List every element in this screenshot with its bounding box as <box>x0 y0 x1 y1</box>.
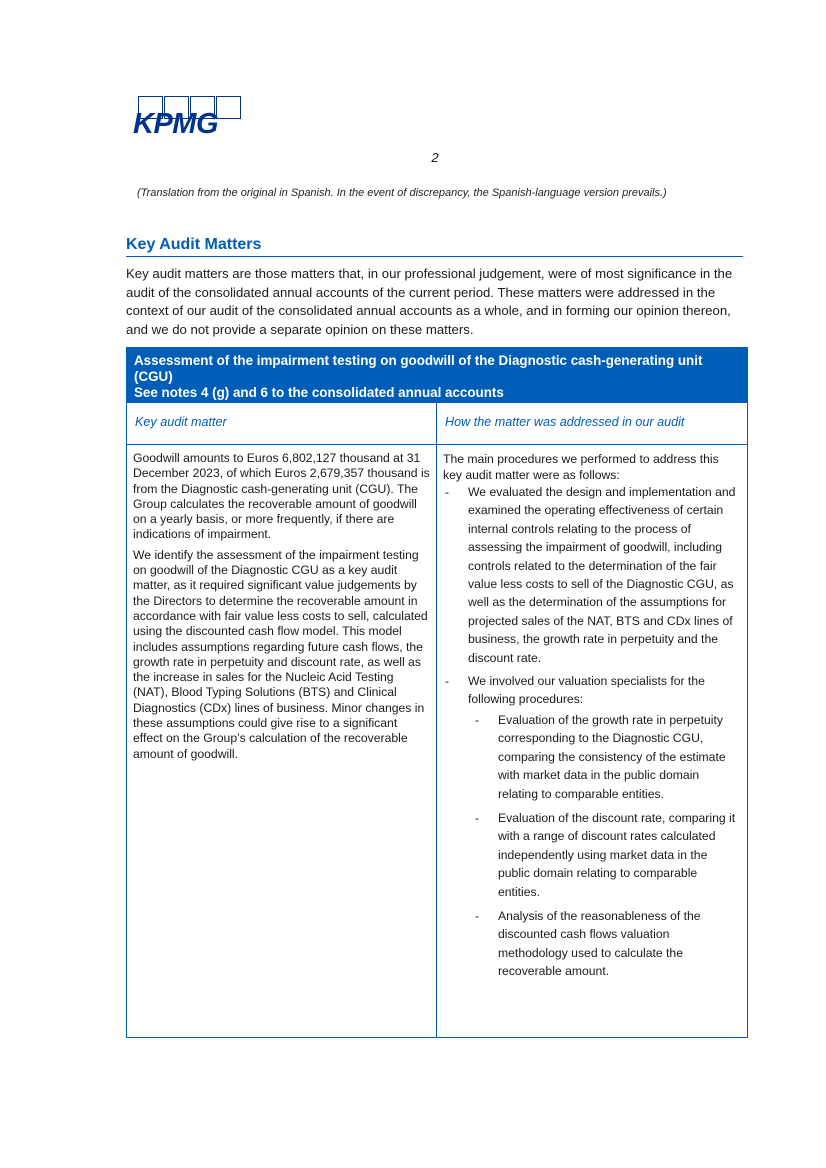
table-body-row <box>127 445 747 1037</box>
list-item-text: We involved our valuation specialists for the following procedures: <box>468 674 705 707</box>
section-heading <box>126 236 743 257</box>
list-item <box>443 483 741 667</box>
bullet-dash: - <box>445 485 450 499</box>
bullet-dash: - <box>475 810 480 825</box>
table-title-line1: Assessment of the impairment testing on goodwill of the Diagnostic cash-generating unit (CGU) <box>134 353 703 384</box>
key-audit-matter-table <box>126 347 748 1038</box>
page-number: 2 <box>431 150 439 165</box>
list-item <box>468 711 741 803</box>
section-heading-text: Key Audit Matters <box>126 236 265 253</box>
list-item <box>468 809 741 901</box>
key-audit-matter-cell <box>127 445 437 1037</box>
procedure-list <box>443 483 741 981</box>
bullet-dash: - <box>475 712 480 727</box>
kpmg-logo <box>133 96 243 140</box>
column-header-row <box>127 403 747 445</box>
bullet-dash: - <box>445 674 450 689</box>
kam-paragraph: We identify the assessment of the impairment testing on goodwill of the Diagnostic CGU as a key audit matter, as it required significant value judgements by the Directors to determine the recoverable amount in accordance with fair value less costs to sell, calculated using the discounted cash flow model. This model includes assumptions regarding future cash flows, the growth rate in perpetuity and discount rate, as well as the increase in sales for the Nucleic Acid Testing (NAT), Blood Typing Solutions (BTS) and Clinical Diagnostics (CDx) lines of business. Minor changes in these assumptions could give rise to a significant effect on the Group’s calculation of the recoverable amount of goodwill. <box>133 547 428 761</box>
column-header-right: How the matter was addressed in our audit <box>445 415 685 429</box>
response-intro: The main procedures we performed to address this key audit matter were as follows: <box>443 452 719 482</box>
column-header-left: Key audit matter <box>127 403 437 444</box>
list-item <box>443 672 741 981</box>
logo-wordmark: KPMG <box>133 108 218 140</box>
list-item <box>468 907 741 981</box>
list-item-text: Analysis of the reasonableness of the discounted cash flows valuation methodology used to calculate the recoverable amount. <box>498 908 701 979</box>
specialist-procedure-list <box>468 711 741 981</box>
kam-paragraph: Goodwill amounts to Euros 6,802,127 thousand at 31 December 2023, of which Euros 2,679,357 thousand is from the Diagnostic cash-generating unit (CGU). The Group calculates the recoverable amount of goodwill on a yearly basis, or more frequently, if there are indications of impairment. <box>133 451 430 542</box>
bullet-dash: - <box>475 908 480 923</box>
list-item-text: Evaluation of the discount rate, comparing it with a range of discount rates calculated independently using market data in the public domain relating to comparable entities. <box>498 810 736 899</box>
table-title <box>127 348 747 403</box>
audit-response-cell <box>437 445 747 1037</box>
list-item-text: We evaluated the design and implementation and examined the operating effectiveness of certain internal controls relating to the process of assessing the impairment of goodwill, including controls related to the determination of the fair value less costs to sell of the Diagnostic CGU, as well as the determination of the assumptions for projected sales of the NAT, BTS and CDx lines of business, the growth rate in perpetuity and the discount rate. <box>468 485 736 665</box>
translation-note: (Translation from the original in Spanish. In the event of discrepancy, the Spanish-language version prevails.) <box>137 187 667 199</box>
intro-paragraph: Key audit matters are those matters that, in our professional judgement, were of most significance in the audit of the consolidated annual accounts of the current period. These matters were addressed in the context of our audit of the consolidated annual accounts as a whole, and in forming our opinion thereon, and we do not provide a separate opinion on these matters. <box>126 266 733 337</box>
table-title-line2: See notes 4 (g) and 6 to the consolidated annual accounts <box>134 385 504 400</box>
list-item-text: Evaluation of the growth rate in perpetuity corresponding to the Diagnostic CGU, comparing the consistency of the estimate with market data in the public domain relating to comparable entities. <box>498 712 726 801</box>
